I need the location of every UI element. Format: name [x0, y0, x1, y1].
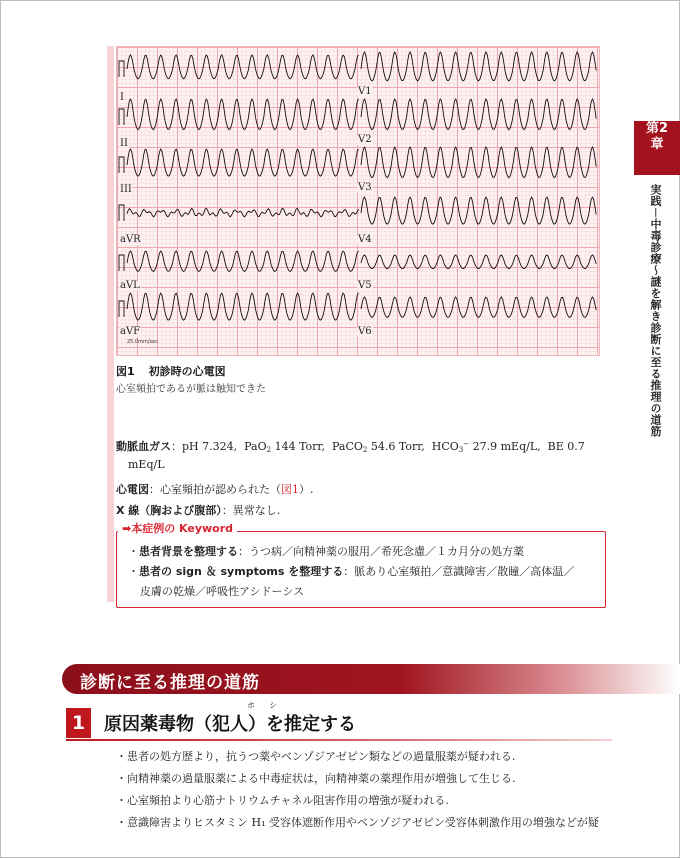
list-item: ・心室頻拍より心筋ナトリウムチャネル阻害作用の増強が疑われる.: [116, 794, 449, 807]
ecg-figure: [116, 46, 600, 356]
figure-number: 図1: [116, 365, 135, 378]
chapter-tab: [634, 121, 680, 175]
ecg-trace-I: [127, 55, 359, 79]
list-item: ・向精神薬の過量服薬による中毒症状は，向精神薬の薬理作用が増強して生じる.: [116, 772, 516, 785]
ecg-calibration-pulse-II: [119, 109, 124, 125]
keyword-continuation: 皮膚の乾燥／呼吸性アシドーシス: [140, 585, 305, 598]
keyword-item: ・患者背景を整理する：うつ病／向精神薬の服用／希死念慮／１カ月分の処方薬: [128, 545, 524, 558]
lead-label-II: II: [120, 138, 128, 149]
margin-rule: [107, 46, 114, 602]
figure-reference-link[interactable]: 図1: [281, 483, 299, 496]
lead-label-V4: V4: [358, 234, 372, 245]
figure-subcaption: 心室頻拍であるが脈は触知できた: [116, 384, 266, 395]
ecg-calibration-pulse-I: [119, 61, 124, 77]
list-item: ・患者の処方歴より，抗うつ薬やベンゾジアゼピン類などの過量服薬が疑われる.: [116, 750, 516, 763]
ecg-calibration-pulse-aVF: [119, 301, 124, 317]
lead-label-III: III: [120, 184, 132, 195]
ecg-trace-aVF: [127, 293, 359, 320]
lead-label-V6: V6: [358, 326, 372, 337]
ecg-calibration-pulse-aVL: [119, 255, 124, 271]
subsection-heading: 原因薬毒物（犯人）を推定する: [104, 714, 356, 735]
lead-label-aVR: aVR: [120, 234, 141, 245]
lead-label-V1: V1: [358, 86, 372, 97]
ecg-trace-V2: [361, 99, 596, 130]
ecg-scale-label: 25.0mm/sec: [127, 339, 158, 345]
lead-label-V3: V3: [358, 182, 372, 193]
ecg-trace-V3: [361, 147, 596, 178]
figure-title: 初診時の心電図: [148, 365, 226, 378]
ecg-trace-V5: [361, 255, 596, 269]
chapter-tab-line1: 第2: [645, 121, 669, 136]
keyword-title: ➡本症例の Keyword: [118, 520, 237, 536]
list-item: ・意識障害よりヒスタミン H₁ 受容体遮断作用やベンゾジアゼピン受容体刺激作用の増強などが疑: [116, 816, 599, 829]
lead-label-V5: V5: [358, 280, 372, 291]
ecg-trace-II: [127, 99, 359, 130]
ecg-trace-V1: [361, 52, 596, 81]
lead-label-I: I: [120, 92, 124, 103]
keyword-item: ・患者の sign ＆ symptoms を整理する：脈あり心室頻拍／意識障害／散瞳／高体温／: [128, 565, 575, 578]
abg-line-2: mEq/L: [128, 458, 165, 471]
lead-label-aVF: aVF: [120, 326, 141, 337]
ecg-calibration-pulse-III: [119, 157, 124, 173]
chapter-tab-line2: 章: [650, 137, 664, 152]
ecg-trace-III: [127, 149, 359, 176]
ruby-annotation: ホシ: [247, 701, 291, 710]
chapter-side-title: 実践－中毒診療～謎を解き診断に至る推理の道筋: [649, 184, 662, 437]
subsection-number-badge: 1: [66, 708, 91, 738]
ecg-trace-aVL: [127, 251, 359, 271]
abg-label: 動脈血ガス: [116, 440, 171, 453]
subsection-underline: [66, 739, 612, 741]
ecg-label: 心電図: [116, 483, 149, 496]
lead-label-V2: V2: [358, 134, 372, 145]
abg-line: 動脈血ガス：pH 7.324, PaO$_2$ 144 Torr, PaCO$_2$ 54.6 Torr, $HCO_3^-$ 27.9 mEq/L, BE 0.7: [116, 440, 585, 454]
ecg-finding-line: 心電図：心室頻拍が認められた（図1）.: [116, 483, 314, 496]
ecg-trace-aVR: [127, 208, 359, 217]
figure-caption: [116, 363, 226, 379]
lead-label-aVL: aVL: [120, 280, 140, 291]
section-title: 診断に至る推理の道筋: [80, 673, 260, 693]
ecg-trace-V4: [361, 197, 596, 224]
xray-label: X 線（胸および腹部）: [116, 504, 222, 517]
xray-finding-line: X 線（胸および腹部）：異常なし.: [116, 504, 281, 517]
ecg-calibration-pulse-aVR: [119, 205, 124, 221]
ecg-trace-V6: [361, 297, 596, 317]
